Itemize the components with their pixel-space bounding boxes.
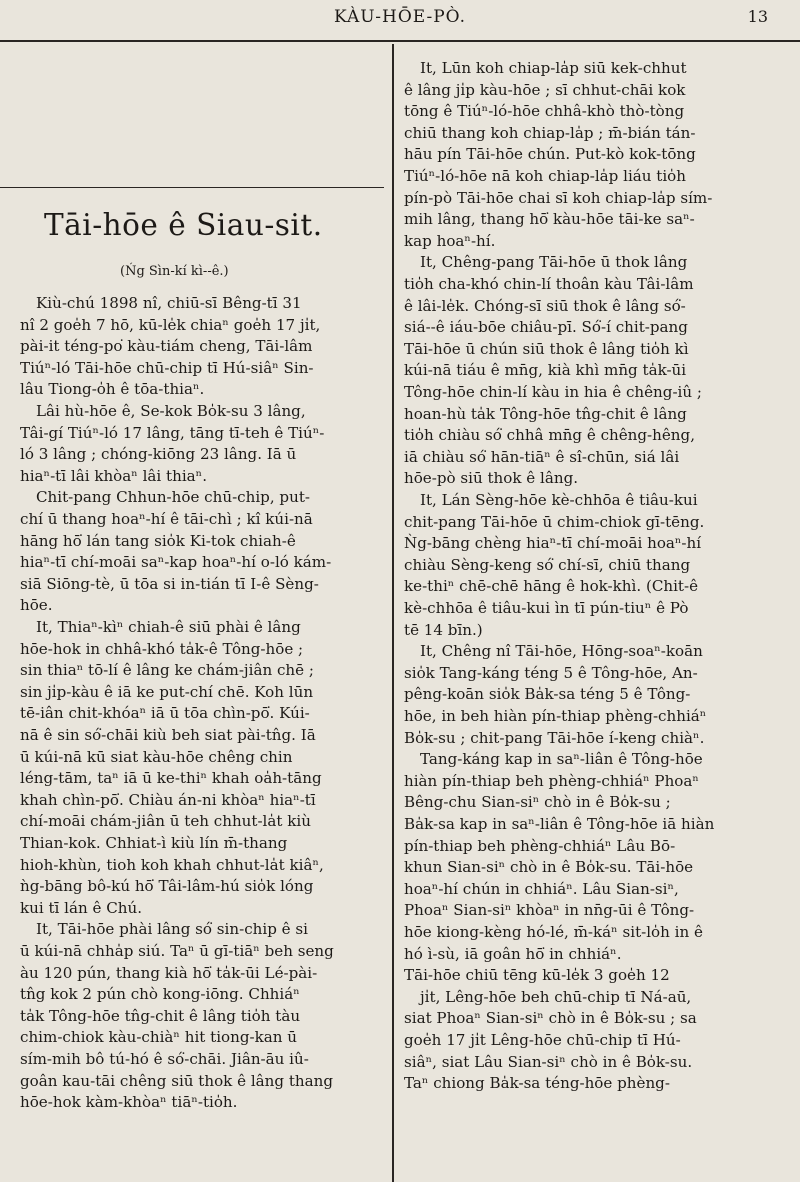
- text-line: chim-chiok kàu-chiàⁿ hit tiong-kan ū: [20, 1028, 298, 1047]
- text-line: hoan-hù ta̍k Tông-hōe tn̂g-chit ê lâng: [404, 404, 687, 423]
- text-line: hōe-hok kàm-khòaⁿ tiāⁿ-tio̍h.: [20, 1093, 238, 1112]
- text-line: Tâi-gí Tiúⁿ-ló 17 lâng, tāng tī-teh ê Tiúⁿ-: [20, 423, 325, 442]
- text-line: pín-pò Tāi-hōe chai sī koh chiap-la̍p sím-: [404, 188, 713, 207]
- text-line: lâu Tiong-o̍h ê tōa-thiaⁿ.: [20, 380, 205, 399]
- text-line: Bo̍k-su ; chit-pang Tāi-hōe í-keng chiàⁿ.: [404, 728, 705, 747]
- running-title: KÀU-HŌE-PÒ.: [333, 7, 467, 27]
- text-line: chí-moāi chám-jiân ū teh chhut-la̍t kiù: [20, 812, 311, 831]
- page-header: [0, 0, 800, 46]
- text-line: nā ê sin só͘-chāi kiù beh siat pài-tn̂g. Iā: [20, 726, 316, 744]
- text-line: pêng-koān sio̍k Ba̍k-sa téng 5 ê Tông-: [404, 685, 691, 704]
- text-line: It, Thiaⁿ-kìⁿ chiah-ê siū phài ê lâng: [36, 618, 301, 636]
- text-line: Lâi hù-hōe ê, Se-kok Bo̍k-su 3 lâng,: [36, 402, 306, 420]
- text-line: hiaⁿ-tī chí-moāi saⁿ-kap hoaⁿ-hí o-ló kám-: [20, 553, 332, 572]
- text-line: hāng hō͘ lán tang sio̍k Ki-tok chiah-ê: [20, 531, 296, 550]
- text-line: Tiúⁿ-ló-hōe nā koh chiap-la̍p liáu tio̍h: [404, 167, 686, 185]
- text-line: siâⁿ, siat Lâu Sian-siⁿ chò in ê Bo̍k-su.: [404, 1052, 693, 1071]
- text-line: kap hoaⁿ-hí.: [404, 231, 496, 250]
- text-line: siá--ê iáu-bōe chiâu-pī. Só͘-í chit-pang: [404, 318, 688, 337]
- text-line: hōe kiong-kèng hó-lé, m̄-káⁿ sit-lo̍h in ê: [404, 923, 703, 941]
- text-line: Thian-kok. Chhiat-ì kiù lín m̄-thang: [20, 834, 288, 852]
- text-line: àu 120 pún, thang kià hō͘ ta̍k-ūi Lé-pài-: [20, 963, 318, 982]
- text-line: tn̂g kok 2 pún chò kong-iōng. Chhiáⁿ: [20, 985, 300, 1004]
- text-line: chiàu Sèng-keng só͘ chí-sī, chiū thang: [404, 555, 691, 574]
- text-line: It, Lūn koh chiap-la̍p siū kek-chhut: [420, 59, 687, 77]
- text-line: hiaⁿ-tī lâi khòaⁿ lâi thiaⁿ.: [20, 466, 207, 485]
- text-line: hāu pín Tāi-hōe chún. Put-kò kok-tōng: [404, 145, 696, 164]
- text-line: ū kúi-nā chha̍p siú. Taⁿ ū gī-tiāⁿ beh seng: [20, 942, 334, 960]
- text-line: chit-pang Tāi-hōe ū chim-chiok gī-tēng.: [404, 512, 705, 531]
- text-line: hōe-hok in chhâ-khó ta̍k-ê Tông-hōe ;: [20, 639, 304, 658]
- text-line: Tiúⁿ-ló Tāi-hōe chū-chip tī Hú-siâⁿ Sin-: [20, 358, 314, 377]
- text-line: Tāi-hōe ū chún siū thok ê lâng tio̍h kì: [404, 339, 689, 358]
- header-rule: [0, 40, 800, 42]
- text-line: Bêng-chu Sian-siⁿ chò in ê Bo̍k-su ;: [404, 793, 671, 812]
- text-line: kui tī lán ê Chú.: [20, 898, 143, 917]
- text-line: chiū thang koh chiap-la̍p ; m̄-bián tán-: [404, 123, 696, 142]
- page-number: 13: [747, 7, 768, 26]
- text-line: ta̍k Tông-hōe tn̂g-chit ê lâng tio̍h tàu: [20, 1006, 301, 1025]
- text-line: pín-thiap beh phèng-chhiáⁿ Lâu Bō-: [404, 836, 676, 855]
- article-title: Tāi-hōe ê Siau-sit.: [44, 208, 323, 242]
- text-line: It, Chêng-pang Tāi-hōe ū thok lâng: [420, 253, 688, 272]
- article-byline: (Ńg Sìn-kí kì--ê.): [120, 264, 229, 279]
- text-line: ji̍t, Lêng-hōe beh chū-chip tī Ná-aū,: [420, 987, 692, 1006]
- text-line: ǹg-bāng bô-kú hō͘ Tâi-lâm-hú sio̍k lóng: [20, 877, 314, 896]
- text-line: It, Tāi-hōe phài lâng só͘ sin-chip ê si: [36, 920, 308, 939]
- text-line: tio̍h chiàu só͘ chhâ mn̄g ê chêng-hêng,: [404, 426, 695, 445]
- text-line: léng-tām, taⁿ iā ū ke-thiⁿ khah oa̍h-tāng: [20, 769, 322, 788]
- text-line: sím-mih bô tú-hó ê só͘-chāi. Jiân-āu iû-: [20, 1050, 309, 1068]
- text-line: goân kau-tāi chêng siū thok ê lâng thang: [20, 1071, 334, 1090]
- text-line: ê lâng ji̍p kàu-hōe ; sī chhut-chāi kok: [404, 80, 686, 99]
- text-line: Tāi-hōe chiū tēng kū-le̍k 3 goe̍h 12: [404, 966, 670, 985]
- text-line: ló 3 lâng ; chóng-kiōng 23 lâng. Iā ū: [20, 445, 297, 464]
- column-divider: [392, 44, 394, 1182]
- text-line: Kiù-chú 1898 nî, chiū-sī Bêng-tī 31: [36, 294, 302, 312]
- text-line: goe̍h 17 ji̍t Lêng-hōe chū-chip tī Hú-: [404, 1031, 681, 1049]
- text-line: hōe, in beh hiàn pín-thiap phèng-chhiáⁿ: [404, 707, 707, 725]
- text-line: khah chìn-pō͘. Chiàu án-ni khòaⁿ hiaⁿ-tī: [20, 790, 316, 809]
- text-line: siā Siōng-tè, ū tōa si in-tián tī I-ê Sèng-: [20, 574, 319, 593]
- text-line: hoaⁿ-hí chún in chhiáⁿ. Lâu Sian-siⁿ,: [404, 879, 679, 898]
- text-line: Ba̍k-sa kap in saⁿ-liân ê Tông-hōe iā hiàn: [404, 815, 715, 833]
- text-line: hiàn pín-thiap beh phèng-chhiáⁿ Phoaⁿ: [404, 771, 699, 790]
- text-line: tē-iân chit-khóaⁿ iā ū tōa chìn-pō͘. Kúi-: [20, 704, 310, 723]
- text-line: kúi-nā tiáu ê mn̄g, kià khì mn̄g ta̍k-ūi: [404, 361, 687, 380]
- text-line: hōe.: [20, 596, 53, 615]
- text-line: khun Sian-siⁿ chò in ê Bo̍k-su. Tāi-hōe: [404, 858, 694, 877]
- text-line: tē 14 bīn.): [404, 620, 483, 639]
- text-line: pài-it téng-po͘ kàu-tiám cheng, Tāi-lâm: [20, 337, 313, 356]
- text-line: tio̍h cha-khó chin-lí thoân kàu Tâi-lâm: [404, 275, 694, 293]
- text-line: nî 2 goe̍h 7 hō, kū-le̍k chiaⁿ goe̍h 17 ji̍t,: [20, 315, 321, 334]
- text-line: Phoaⁿ Sian-siⁿ khòaⁿ in nn̄g-ūi ê Tông-: [404, 901, 695, 920]
- text-line: Tông-hōe chin-lí kàu in hia ê chêng-iû ;: [404, 383, 702, 401]
- text-line: sin thiaⁿ tō-lí ê lâng ke chám-jiân chē ;: [20, 661, 314, 680]
- text-line: sio̍k Tang-káng téng 5 ê Tông-hōe, An-: [404, 663, 698, 682]
- text-line: iā chiàu só͘ hān-tiāⁿ ê sî-chūn, siá lâi: [404, 447, 680, 466]
- text-line: It, Chêng nî Tāi-hōe, Hōng-soaⁿ-koān: [420, 642, 703, 661]
- text-line: It, Lán Sèng-hōe kè-chhōa ê tiâu-kui: [420, 491, 698, 509]
- text-line: ke-thiⁿ chē-chē hāng ê hok-khì. (Chit-ê: [404, 577, 699, 596]
- text-line: siat Phoaⁿ Sian-siⁿ chò in ê Bo̍k-su ; sa: [404, 1009, 697, 1028]
- text-line: ū kúi-nā kū siat kàu-hōe chêng chin: [20, 747, 293, 766]
- text-line: ê lâi-le̍k. Chóng-sī siū thok ê lâng só͘-: [404, 296, 686, 315]
- text-line: chí ū thang hoaⁿ-hí ê tāi-chì ; kî kúi-nā: [20, 510, 313, 528]
- text-line: hōe-pò siū thok ê lâng.: [404, 469, 579, 488]
- text-line: Tang-káng kap in saⁿ-liân ê Tông-hōe: [420, 750, 703, 769]
- text-line: tōng ê Tiúⁿ-ló-hōe chhâ-khò thò-tòng: [404, 102, 685, 121]
- text-line: Taⁿ chiong Ba̍k-sa téng-hōe phèng-: [404, 1074, 670, 1093]
- text-line: sin jı̍p-kàu ê iā ke put-chí chē. Koh lūn: [20, 682, 314, 701]
- text-line: Chit-pang Chhun-hōe chū-chip, put-: [36, 488, 310, 507]
- text-line: kè-chhōa ê tiâu-kui ìn tī pún-tiuⁿ ê Pò: [404, 599, 689, 617]
- section-divider: [0, 187, 384, 188]
- text-line: mih lâng, thang hō͘ kàu-hōe tāi-ke saⁿ-: [404, 210, 695, 229]
- text-line: hó ì-sù, iā goân hō͘ in chhiáⁿ.: [404, 944, 622, 963]
- text-line: Ǹg-bāng chèng hiaⁿ-tī chí-moāi hoaⁿ-hí: [404, 534, 702, 553]
- text-line: hioh-khùn, tioh koh khah chhut-la̍t kiâⁿ,: [20, 855, 324, 874]
